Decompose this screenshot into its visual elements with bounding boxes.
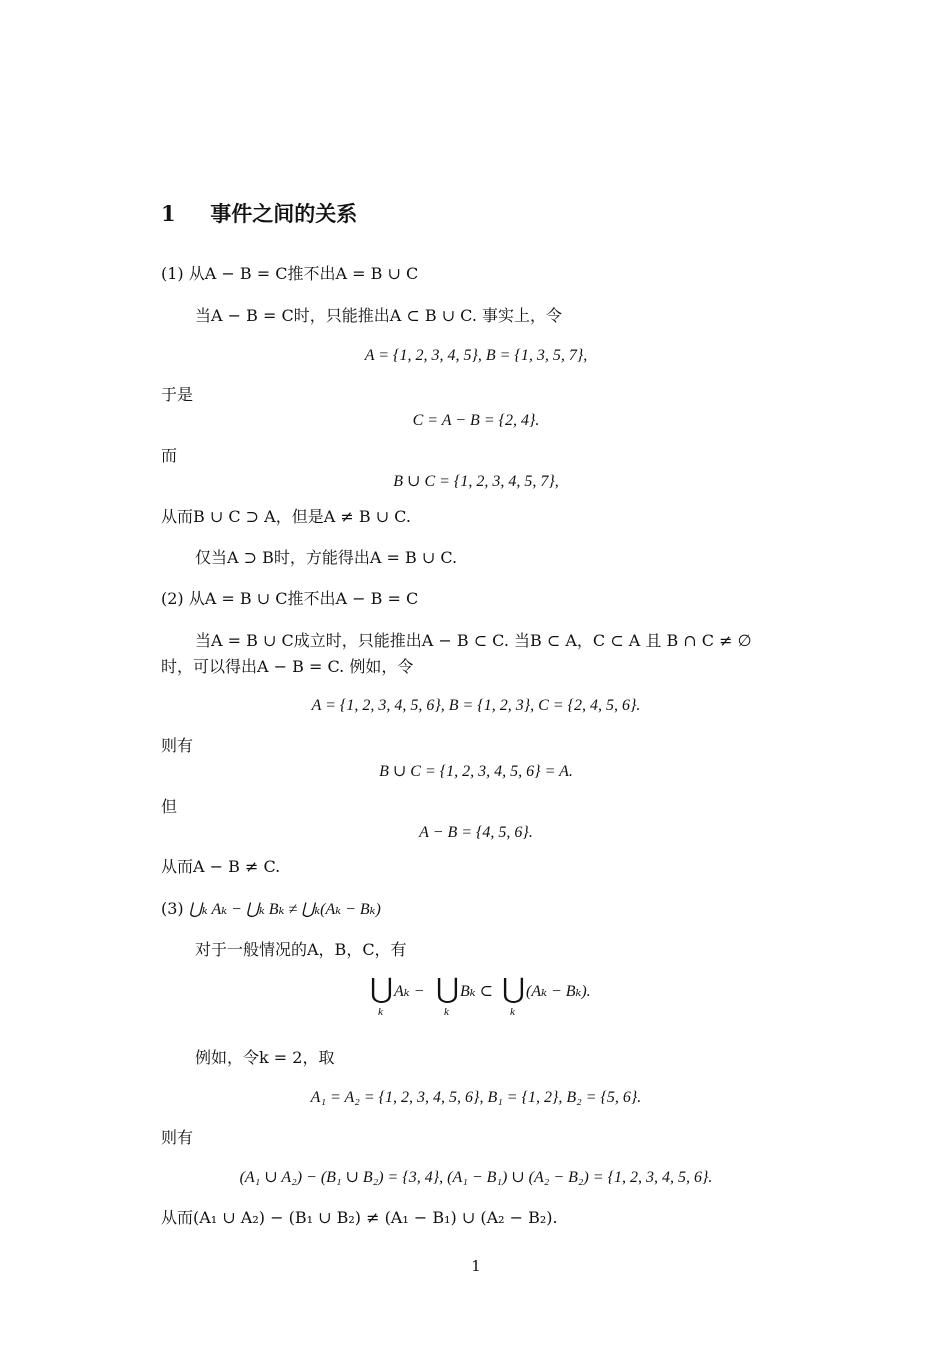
paragraph: 当A = B ∪ C成立时，只能推出A − B ⊂ C. 当B ⊂ A，C ⊂ A 且 B ∩ C ≠ ∅: [195, 631, 752, 650]
item-2-label: (2): [161, 589, 184, 608]
item-2-text: 从A = B ∪ C推不出A − B = C: [188, 589, 419, 608]
big-union-symbol: ⋃: [502, 972, 525, 1005]
item-1-label: (1): [161, 264, 184, 283]
item-2-heading: [161, 589, 418, 609]
equation: B ∪ C = {1, 2, 3, 4, 5, 6} = A.: [379, 763, 573, 780]
big-union-symbol: ⋃: [370, 972, 393, 1005]
equation-part: Bₖ ⊂: [460, 983, 494, 1000]
item-3-text: ⋃ₖ Aₖ − ⋃ₖ Bₖ ≠ ⋃ₖ(Aₖ − Bₖ): [188, 901, 381, 918]
paragraph: 时，可以得出A − B = C. 例如，令: [161, 657, 414, 676]
equation: A = {1, 2, 3, 4, 5}, B = {1, 3, 5, 7},: [364, 347, 588, 364]
paragraph: 于是: [161, 385, 194, 404]
union-subscript: k: [510, 1006, 515, 1018]
equation: (A₁ ∪ A₂) − (B₁ ∪ B₂) = {3, 4}, (A₁ − B₁) ∪ (A₂ − B₂) = {1, 2, 3, 4, 5, 6}.: [239, 1169, 713, 1186]
item-3-label: (3): [161, 899, 184, 918]
section-number: 1: [161, 201, 176, 226]
paragraph: 例如，令k = 2，取: [195, 1048, 335, 1067]
equation: C = A − B = {2, 4}.: [412, 412, 540, 429]
equation: B ∪ C = {1, 2, 3, 4, 5, 7},: [393, 473, 559, 490]
paragraph: 从而(A₁ ∪ A₂) − (B₁ ∪ B₂) ≠ (A₁ − B₁) ∪ (A₂ − B₂).: [161, 1208, 558, 1227]
equation-part: Aₖ −: [394, 983, 425, 1000]
equation: A = {1, 2, 3, 4, 5, 6}, B = {1, 2, 3}, C = {2, 4, 5, 6}.: [311, 697, 641, 714]
paragraph: 从而B ∪ C ⊃ A，但是A ≠ B ∪ C.: [161, 507, 411, 526]
equation-part: (Aₖ − Bₖ).: [526, 983, 591, 1000]
paragraph: 从而A − B ≠ C.: [161, 857, 281, 876]
paragraph: 当A − B = C时，只能推出A ⊂ B ∪ C. 事实上，令: [195, 306, 563, 325]
paragraph: 对于一般情况的A，B，C，有: [195, 940, 407, 959]
section-title: 事件之间的关系: [210, 201, 358, 226]
item-1-heading: [161, 264, 418, 284]
item-1-text: 从A − B = C推不出A = B ∪ C: [188, 264, 419, 283]
paragraph: 而: [161, 446, 178, 465]
paragraph: 仅当A ⊃ B时，方能得出A = B ∪ C.: [195, 548, 458, 567]
paragraph: 但: [161, 797, 178, 816]
section-heading: [161, 201, 357, 227]
paragraph: 则有: [161, 736, 194, 755]
page-number: 1: [471, 1257, 481, 1275]
paragraph: 则有: [161, 1128, 194, 1147]
equation: A₁ = A₂ = {1, 2, 3, 4, 5, 6}, B₁ = {1, 2}, B₂ = {5, 6}.: [310, 1089, 642, 1106]
item-3-heading: [161, 899, 381, 920]
union-subscript: k: [444, 1006, 449, 1018]
union-subscript: k: [378, 1006, 383, 1018]
big-union-symbol: ⋃: [436, 972, 459, 1005]
equation: A − B = {4, 5, 6}.: [419, 824, 533, 841]
